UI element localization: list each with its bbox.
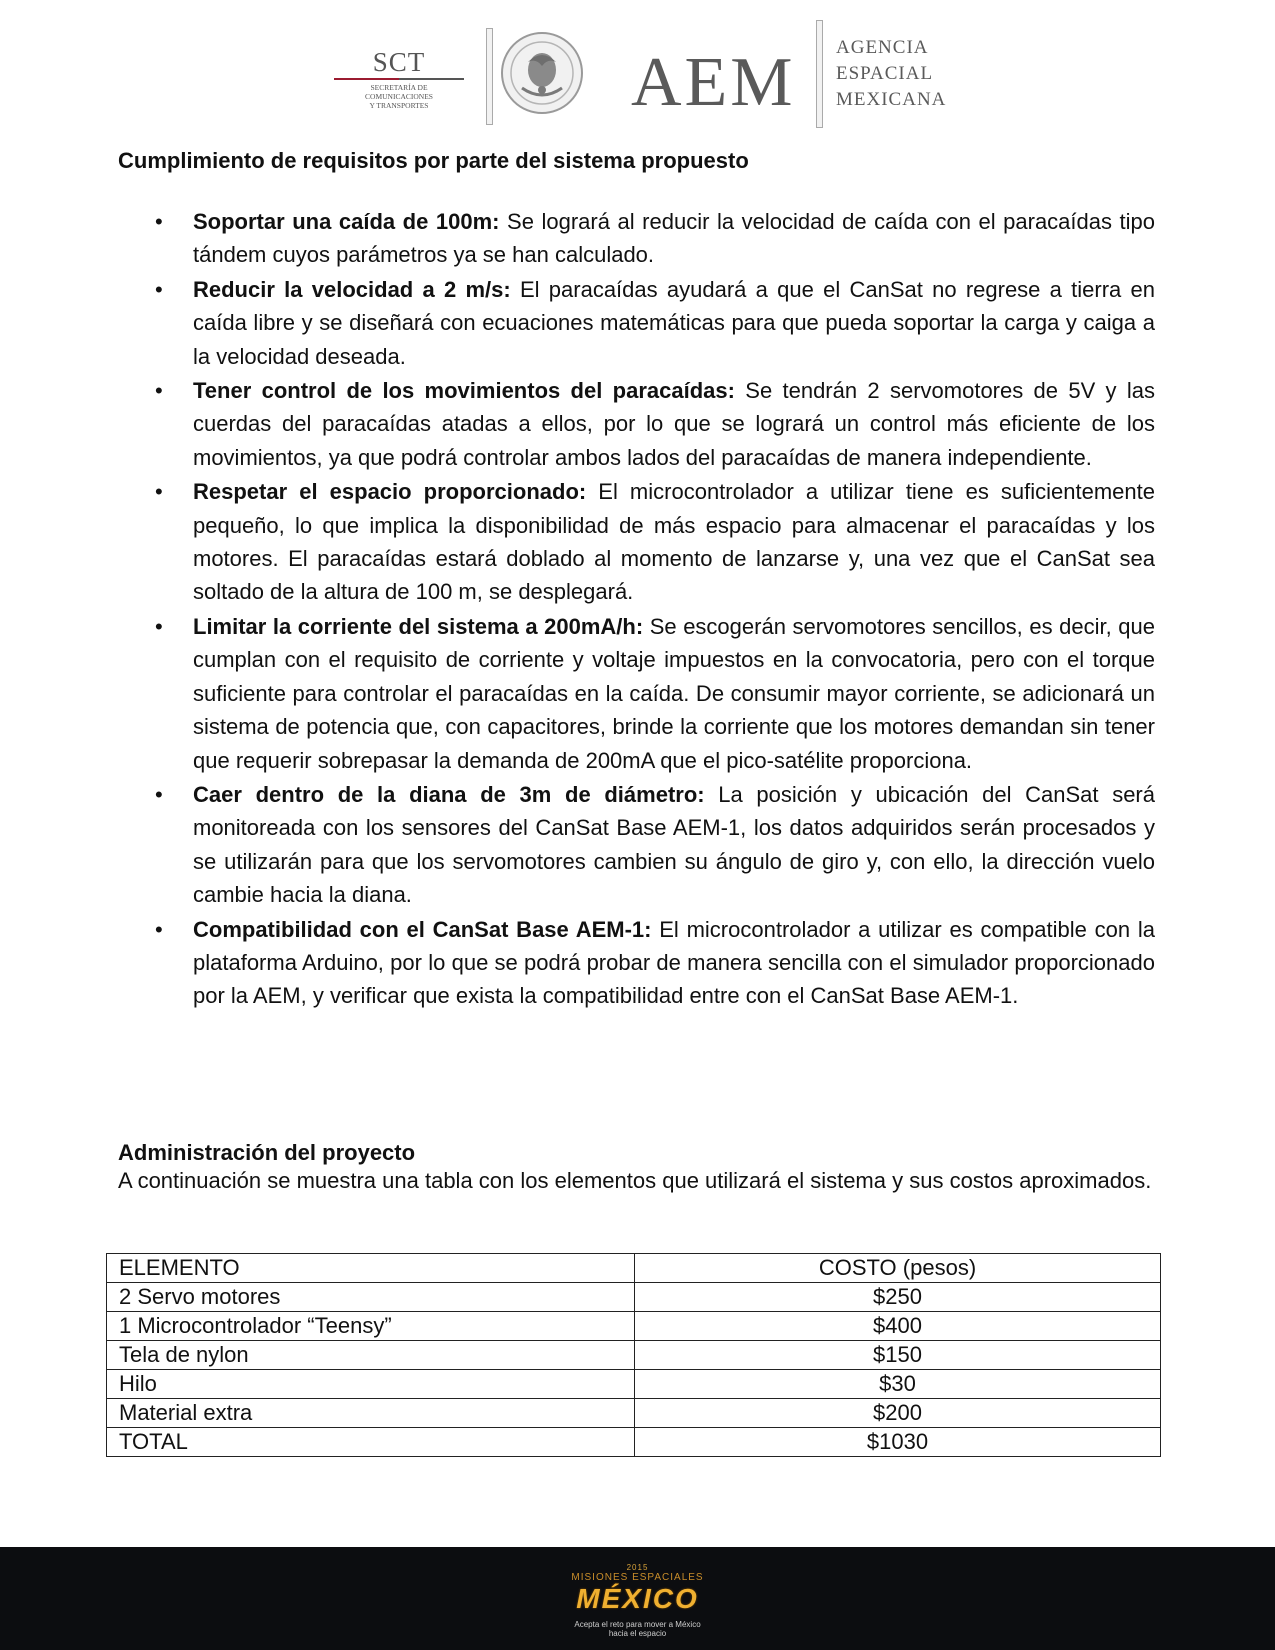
page-header <box>0 20 1275 135</box>
item-title: Compatibilidad con el CanSat Base AEM-1: <box>193 916 652 942</box>
list-item <box>152 374 1155 474</box>
list-item <box>152 475 1155 609</box>
table-cell-cost: $150 <box>635 1341 1161 1370</box>
list-item <box>152 913 1155 1013</box>
item-text: Se logrará al reducir la velocidad de caída con el paracaídas tipo tándem cuyos parámetros ya se han calculado. <box>193 209 1156 268</box>
list-item <box>152 205 1155 272</box>
section-heading: Administración del proyecto <box>118 1140 416 1165</box>
column-header: ELEMENTO <box>107 1254 635 1283</box>
footer-year: 2015 <box>626 1563 649 1572</box>
cost-table <box>106 1253 1161 1457</box>
table-cell-cost: $200 <box>635 1399 1161 1428</box>
sct-divider <box>334 78 464 80</box>
item-title: Caer dentro de la diana de 3m de diámetro: <box>193 781 705 807</box>
table-cell-cost: $30 <box>635 1370 1161 1399</box>
table-row <box>107 1341 1161 1370</box>
sct-full-name: SECRETARÍA DE COMUNICACIONES Y TRANSPORTES <box>365 83 433 110</box>
section-heading: Cumplimiento de requisitos por parte del sistema propuesto <box>118 148 749 173</box>
agency-name: AGENCIA ESPACIAL MEXICANA <box>836 37 947 110</box>
table-total-row <box>107 1428 1161 1457</box>
paragraph: A continuación se muestra una tabla con los elementos que utilizará el sistema y sus costos aproximados. <box>118 1168 1152 1193</box>
sct-abbreviation: SCT <box>372 47 426 77</box>
list-item <box>152 778 1155 912</box>
aem-logo: AEM <box>631 44 796 121</box>
table-cell-element: Hilo <box>107 1370 635 1399</box>
table-cell-element: 2 Servo motores <box>107 1283 635 1312</box>
sct-logo <box>334 48 464 110</box>
footer-mexico-logo: MÉXICO <box>576 1583 699 1614</box>
item-title: Respetar el espacio proporcionado: <box>193 479 587 505</box>
table-cell-element: TOTAL <box>107 1428 635 1457</box>
table-cell-element: Tela de nylon <box>107 1341 635 1370</box>
item-text: Se escogerán servomotores sencillos, es decir, que cumplan con el requisito de corriente y voltaje impuestos en la convocatoria, pero con el torque suficiente para controlar el paracaídas en la caída. De consumir mayor corriente, se adicionará un sistema de potencia que, con capacitores, brinde la corriente que los motores demandan sin tener que requerir sobrepasar la demanda de 200mA que el pico-satélite proporciona. <box>193 613 1155 773</box>
table-cell-element: Material extra <box>107 1399 635 1428</box>
table-cell-element: 1 Microcontrolador “Teensy” <box>107 1312 635 1341</box>
table-header-row <box>107 1254 1161 1283</box>
table-cell-cost: $250 <box>635 1283 1161 1312</box>
item-title: Soportar una caída de 100m: <box>193 209 500 234</box>
item-text: El microcontrolador a utilizar es compatible con la plataforma Arduino, por lo que se podrá probar de manera sencilla con el simulador proporcionado por la AEM, y verificar que exista la compatibilidad entre con el CanSat Base AEM-1. <box>193 916 1156 1009</box>
page-footer <box>0 1547 1275 1650</box>
list-item <box>152 273 1155 373</box>
footer-missions: MISIONES ESPACIALES <box>571 1572 704 1583</box>
item-title: Tener control de los movimientos del paracaídas: <box>193 378 735 404</box>
table-cell-cost: $1030 <box>635 1428 1161 1457</box>
national-seal-icon <box>500 28 584 118</box>
table-row <box>107 1399 1161 1428</box>
list-item <box>152 610 1155 777</box>
column-header: COSTO (pesos) <box>635 1254 1161 1283</box>
item-text: Se tendrán 2 servomotores de 5V y las cuerdas del paracaídas atadas a ellos, por lo que se logrará un control más eficiente de los movimientos, ya que podrá controlar ambos lados del paracaídas de manera independiente. <box>193 378 1155 470</box>
item-text: El microcontrolador a utilizar tiene es suficientemente pequeño, lo que implica la disponibilidad de más espacio para almacenar el paracaídas y los motores. El paracaídas estará doblado al momento de lanzarse y, una vez que el CanSat sea soltado de la altura de 100 m, se desplegará. <box>193 479 1156 605</box>
item-title: Reducir la velocidad a 2 m/s: <box>193 276 511 302</box>
table-cell-cost: $400 <box>635 1312 1161 1341</box>
table-row <box>107 1283 1161 1312</box>
table-row <box>107 1370 1161 1399</box>
footer-tagline: Acepta el reto para mover a México hacia el espacio <box>574 1620 701 1638</box>
table-row <box>107 1312 1161 1341</box>
logo-divider <box>816 20 823 128</box>
item-text: El paracaídas ayudará a que el CanSat no regrese a tierra en caída libre y se diseñará con ecuaciones matemáticas para que pueda soportar la carga y caiga a la velocidad deseada. <box>193 276 1155 369</box>
item-text: La posición y ubicación del CanSat será monitoreada con los sensores del CanSat Base AEM-1, los datos adquiridos serán procesados y se utilizarán para que los servomotores cambien su ángulo de giro y, con ello, la dirección vuelo cambie hacia la diana. <box>193 781 1155 908</box>
item-title: Limitar la corriente del sistema a 200mA/h: <box>193 613 644 639</box>
logo-divider <box>486 28 493 125</box>
requirements-list <box>152 205 1155 1014</box>
